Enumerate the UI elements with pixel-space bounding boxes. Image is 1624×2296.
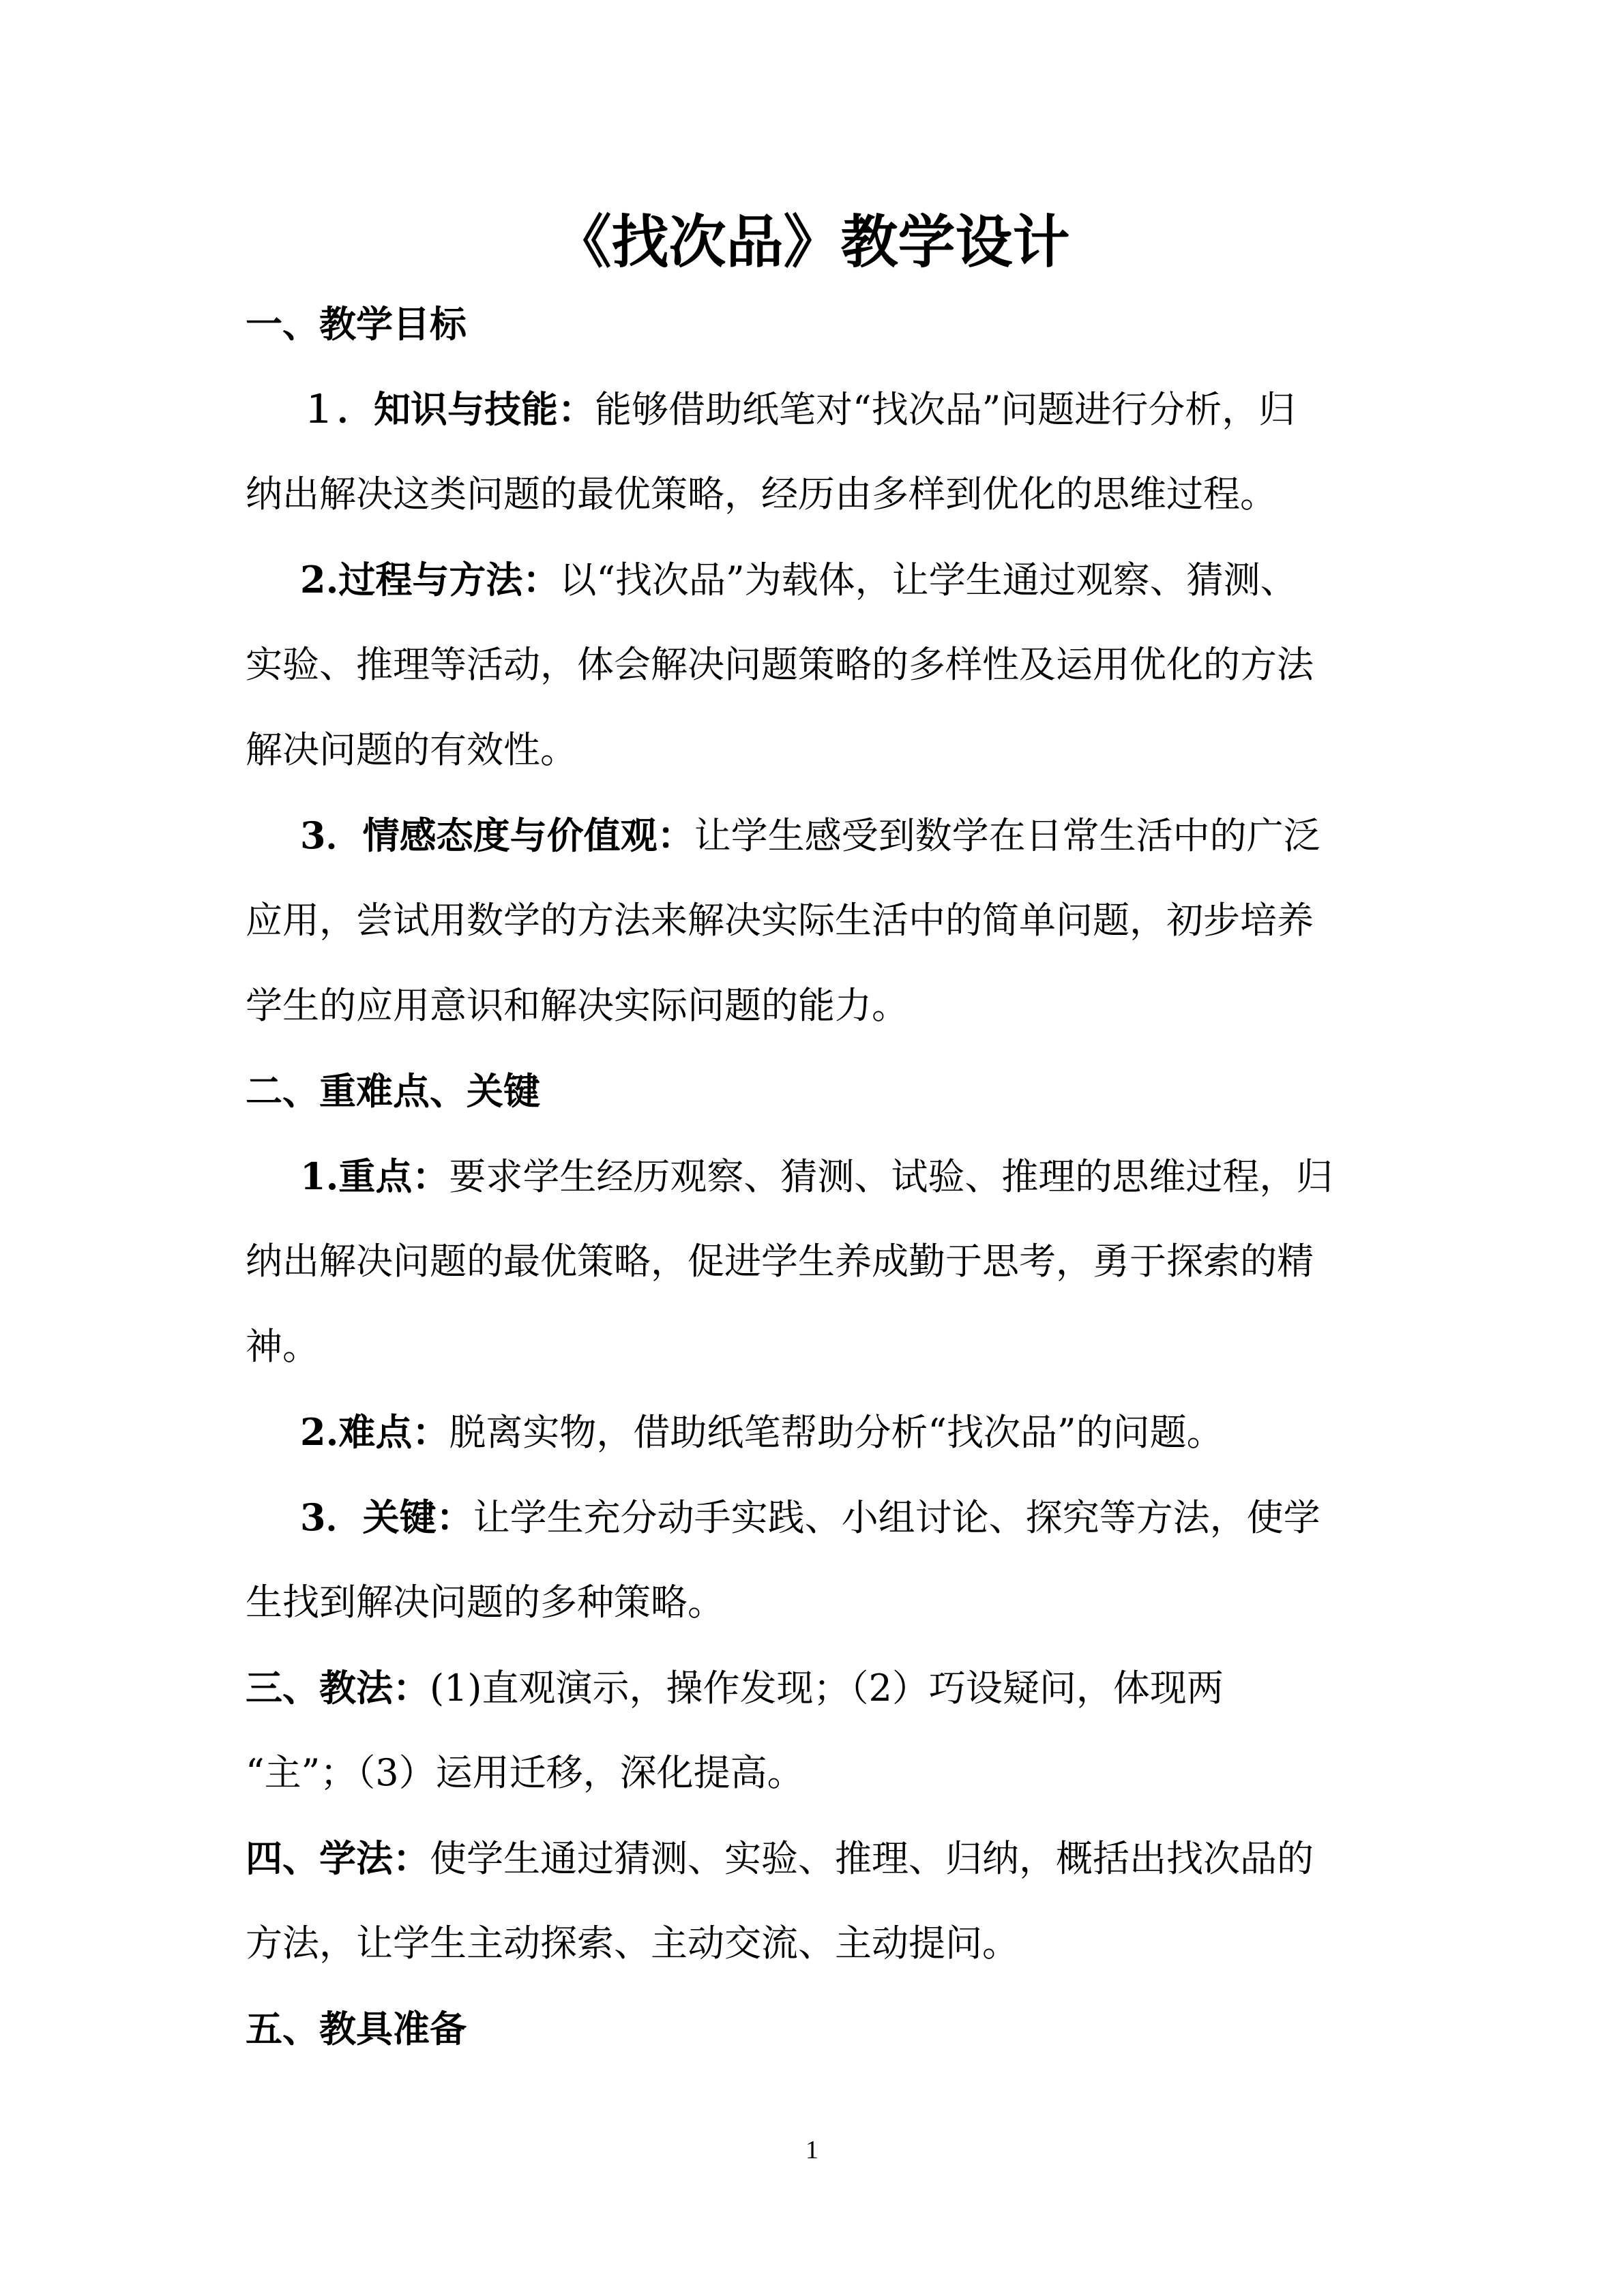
- section-heading-key-points: 二、重难点、关键: [246, 1069, 540, 1113]
- objective-3-line-2: 应用，尝试用数学的方法来解决实际生活中的简单问题，初步培养: [246, 899, 1314, 942]
- key-point-1-line-3: 神。: [246, 1325, 319, 1368]
- key-point-3-line-2: 生找到解决问题的多种策略。: [246, 1581, 724, 1624]
- key-point-2-text: 脱离实物，借助纸笔帮助分析“找次品”的问题。: [449, 1411, 1224, 1454]
- objective-2-line-1: [300, 552, 1297, 608]
- section-heading-objectives: 一、教学目标: [246, 302, 467, 346]
- key-point-3-line-1: [300, 1490, 1320, 1545]
- teaching-method-line-2: “主”；（3）运用迁移，深化提高。: [246, 1751, 804, 1794]
- key-point-1-line-2: 纳出解决问题的最优策略，促进学生养成勤于思考，勇于探索的精: [246, 1240, 1314, 1283]
- key-point-1-line-1: [300, 1149, 1333, 1204]
- document-title: 《找次品》教学设计: [554, 208, 1070, 275]
- objective-2-label: 2.过程与方法：: [300, 558, 560, 601]
- key-point-1-text: 要求学生经历观察、猜测、试验、推理的思维过程，归: [449, 1155, 1333, 1198]
- objective-2-line-2: 实验、推理等活动，体会解决问题策略的多样性及运用优化的方法: [246, 643, 1314, 686]
- objective-2-text: 以“找次品”为载体，让学生通过观察、猜测、: [559, 558, 1297, 601]
- teaching-method-text: (1)直观演示，操作发现；（2）巧设疑问，体现两: [430, 1667, 1224, 1710]
- objective-3-line-1: [300, 808, 1320, 863]
- objective-3-text: 让学生感受到数学在日常生活中的广泛: [694, 814, 1320, 857]
- key-point-2-label: 2.难点：: [300, 1410, 449, 1454]
- key-point-2-line-1: [300, 1405, 1224, 1460]
- learning-method-line-1: [246, 1831, 1314, 1886]
- teaching-method-label: 三、教法：: [246, 1666, 430, 1710]
- objective-1-label: １．知识与技能：: [300, 387, 595, 431]
- key-point-3-text: 让学生充分动手实践、小组讨论、探究等方法，使学: [473, 1496, 1320, 1539]
- objective-1-text: 能够借助纸笔对“找次品”问题进行分析，归: [595, 388, 1296, 431]
- learning-method-label: 四、学法：: [246, 1836, 430, 1880]
- learning-method-text: 使学生通过猜测、实验、推理、归纳，概括出找次品的: [430, 1837, 1314, 1880]
- key-point-3-label: 3．关键：: [300, 1495, 473, 1539]
- objective-3-label: 3．情感态度与价值观：: [300, 814, 694, 857]
- objective-1-line-1: [300, 382, 1295, 437]
- key-point-1-label: 1.重点：: [300, 1154, 449, 1198]
- objective-2-line-3: 解决问题的有效性。: [246, 728, 577, 771]
- objective-1-line-2: 纳出解决这类问题的最优策略，经历由多样到优化的思维过程。: [246, 473, 1277, 516]
- section-heading-preparation: 五、教具准备: [246, 2007, 467, 2051]
- teaching-method-line-1: [246, 1660, 1224, 1716]
- learning-method-line-2: 方法，让学生主动探索、主动交流、主动提问。: [246, 1922, 1019, 1965]
- objective-3-line-3: 学生的应用意识和解决实际问题的能力。: [246, 984, 909, 1027]
- page-number: 1: [806, 2136, 818, 2164]
